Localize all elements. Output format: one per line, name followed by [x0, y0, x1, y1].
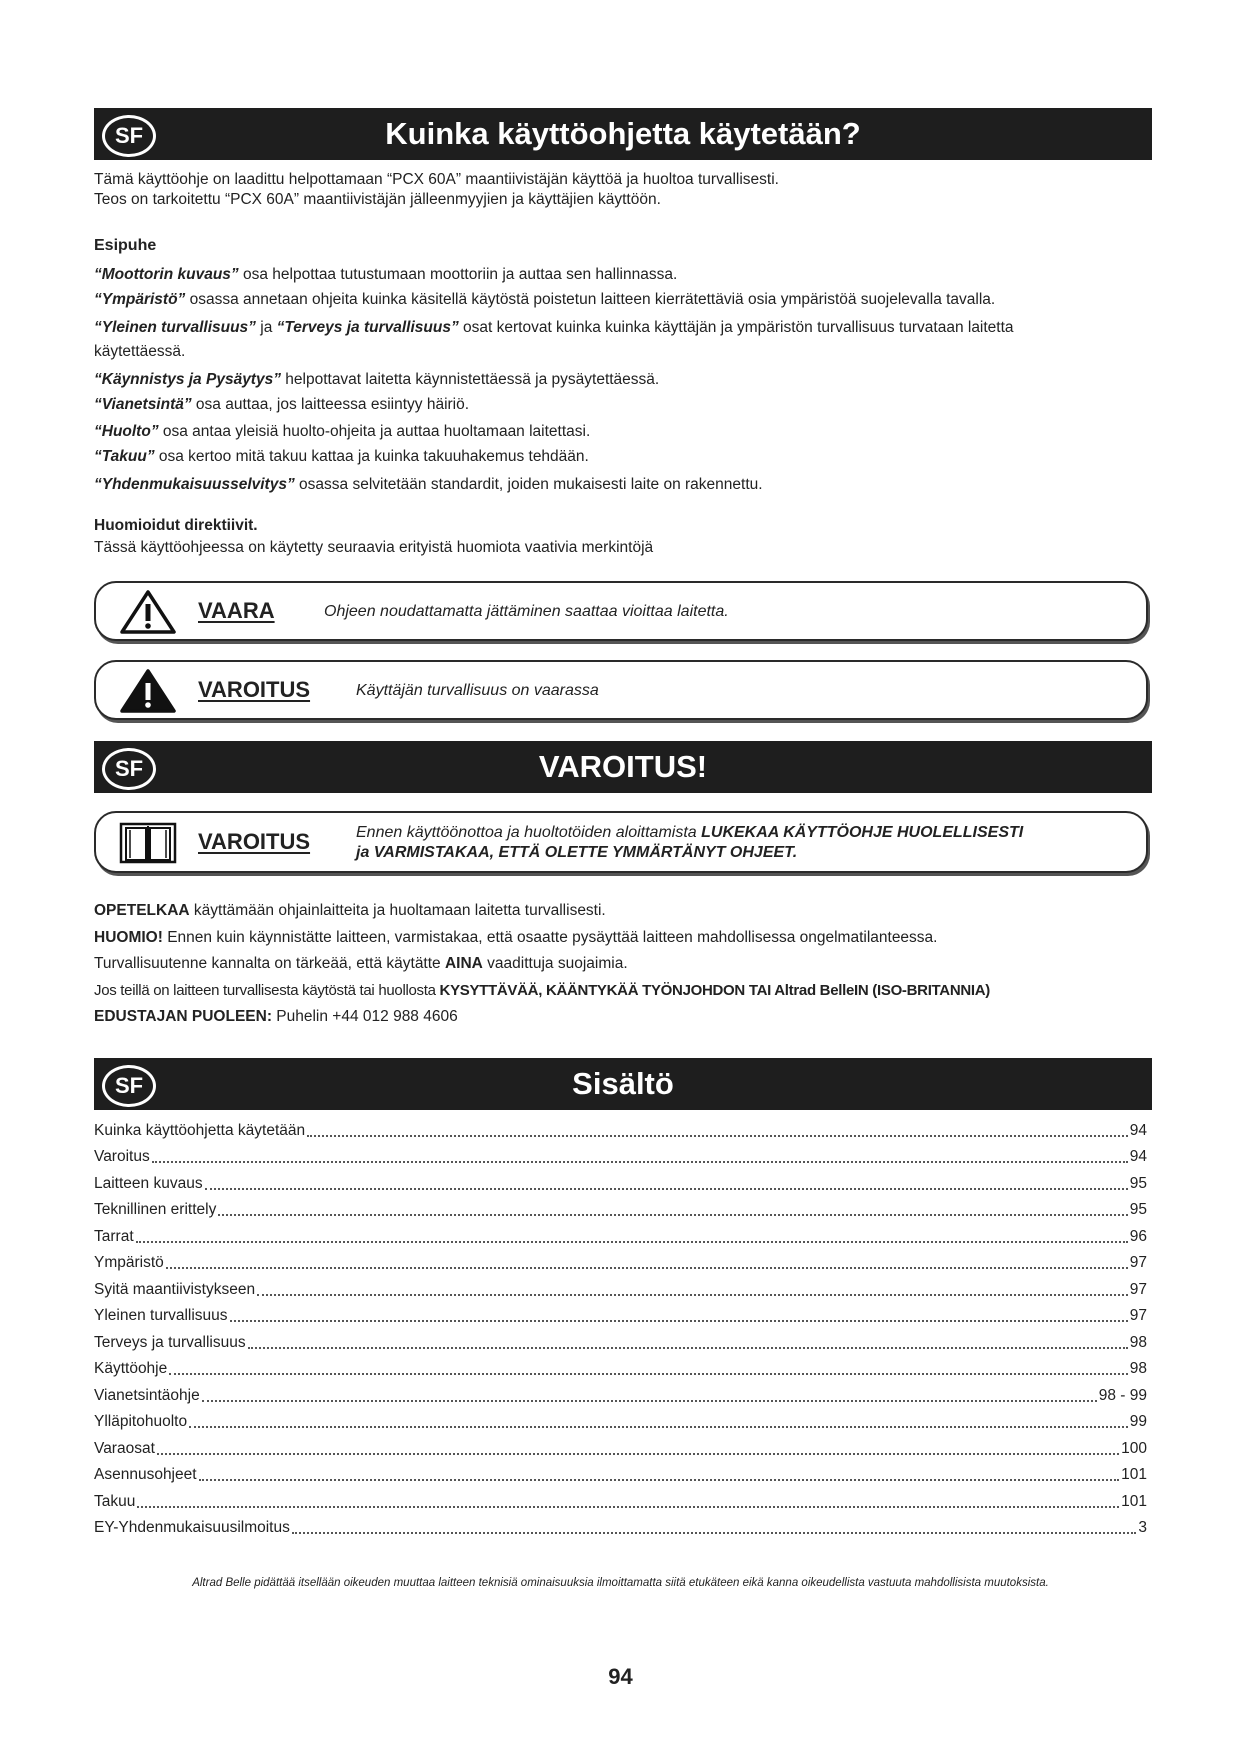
toc-entry[interactable]: EY-Yhdenmukaisuusilmoitus 3 [94, 1519, 1147, 1536]
page-number: 94 [608, 1664, 633, 1689]
section-banner-how-to [94, 108, 1152, 160]
toc-entry[interactable]: Takuu 101 [94, 1493, 1147, 1510]
toc-entry[interactable]: Asennusohjeet 101 [94, 1466, 1147, 1483]
warning-label: VAROITUS [198, 829, 311, 854]
toc-entry[interactable]: Varaosat 100 [94, 1440, 1147, 1457]
sf-badge: SF [102, 748, 156, 790]
book-icon [118, 820, 178, 866]
intro-line-1: Tämä käyttöohje on laadittu helpottamaan “PCX 60A” maantiivistäjän käyttöä ja huoltoa turvallisesti. [94, 171, 779, 188]
section-title: Sisältö [572, 1066, 674, 1101]
directives-heading: Huomioidut direktiivit. [94, 517, 258, 534]
preface-item: “Moottorin kuvaus” osa helpottaa tutustumaan moottoriin ja auttaa sen hallinnassa. [94, 266, 678, 283]
safety-line-1: OPETELKAA käyttämään ohjainlaitteita ja huoltamaan laitetta turvallisesti. [94, 902, 606, 919]
warning-message: Ohjeen noudattamatta jättäminen saattaa vioittaa laitetta. [324, 603, 729, 620]
warning-label: VAROITUS [198, 677, 311, 702]
warning-box-vaara [94, 581, 1148, 641]
preface-item: “Yleinen turvallisuus” ja “Terveys ja turvallisuus” osat kertovat kuinka kuinka käyttäjän ja ympäristön turvallisuus turvataan laitetta [94, 319, 1014, 336]
toc-entry[interactable]: Käyttöohje 98 [94, 1360, 1147, 1377]
preface-item: “Yhdenmukaisuusselvitys” osassa selvitetään standardit, joiden mukaisesti laite on rakennettu. [94, 476, 763, 493]
directives-text: Tässä käyttöohjeessa on käytetty seuraavia erityistä huomiota vaativia merkintöjä [94, 539, 654, 556]
toc-entry[interactable]: Terveys ja turvallisuus 98 [94, 1334, 1147, 1351]
toc-entry[interactable]: Teknillinen erittely 95 [94, 1201, 1147, 1218]
toc-entry[interactable]: Vianetsintäohje 98 - 99 [94, 1387, 1147, 1404]
sf-badge: SF [102, 1065, 156, 1107]
toc-entry[interactable]: Varoitus 94 [94, 1148, 1147, 1165]
toc-entry[interactable]: Laitteen kuvaus 95 [94, 1175, 1147, 1192]
preface-item: “Ympäristö” osassa annetaan ohjeita kuinka käsitellä käytöstä poistetun laitteen kierrätettäviä osia ympäristöä suojelevalla tavalla. [94, 291, 996, 308]
toc-entry[interactable]: Syitä maantiivistykseen 97 [94, 1281, 1147, 1298]
warning-box-varoitus [94, 660, 1148, 720]
intro-line-2: Teos on tarkoitettu “PCX 60A” maantiivistäjän jälleenmyyjien ja käyttäjien käyttöön. [94, 191, 661, 208]
warning-triangle-outline-icon [118, 589, 178, 635]
safety-line-3: Turvallisuutenne kannalta on tärkeää, että käytätte AINA vaadittuja suojaimia. [94, 955, 628, 972]
section-banner-contents [94, 1058, 1152, 1110]
toc-entry[interactable]: Yleinen turvallisuus 97 [94, 1307, 1147, 1324]
preface-item: “Käynnistys ja Pysäytys” helpottavat laitetta käynnistettäessä ja pysäytettäessä. [94, 371, 660, 388]
section-banner-warning [94, 741, 1152, 793]
section-title: Kuinka käyttöohjetta käytetään? [385, 116, 861, 151]
section-title: VAROITUS! [538, 749, 708, 784]
warning-message: Ennen käyttöönottoa ja huoltotöiden aloittamista LUKEKAA KÄYTTÖOHJE HUOLELLISESTI ja VARMISTAKAA, ETTÄ OLETTE YMMÄRTÄNYT OHJEET. [356, 824, 1024, 861]
footer-disclaimer: Altrad Belle pidättää itsellään oikeuden muuttaa laitteen teknisiä ominaisuuksia ilmoittamatta siitä etukäteen eikä kanna oikeudellista vastuuta mahdollisista muutoksista. [192, 1577, 1049, 1589]
preface-item: “Huolto” osa antaa yleisiä huolto-ohjeita ja auttaa huoltamaan laitettasi. [94, 423, 591, 440]
toc-entry[interactable]: Ylläpitohuolto 99 [94, 1413, 1147, 1430]
warning-message: Käyttäjän turvallisuus on vaarassa [356, 682, 599, 699]
preface-item: “Vianetsintä” osa auttaa, jos laitteessa esiintyy häiriö. [94, 396, 470, 413]
sf-badge: SF [102, 115, 156, 157]
warning-box-read-manual [94, 811, 1148, 873]
warning-triangle-filled-icon [118, 668, 178, 714]
safety-line-2: HUOMIO! Ennen kuin käynnistätte laitteen, varmistakaa, että osaatte pysäyttää laitteen mahdollisessa ongelmatilanteessa. [94, 929, 938, 946]
preface-item-continuation: käytettäessä. [94, 343, 186, 360]
warning-label: VAARA [198, 598, 275, 623]
toc-entry[interactable]: Ympäristö 97 [94, 1254, 1147, 1271]
safety-line-5: EDUSTAJAN PUOLEEN: Puhelin +44 012 988 4606 [94, 1008, 458, 1025]
safety-line-4: Jos teillä on laitteen turvallisesta käytöstä tai huollosta KYSYTTÄVÄÄ, KÄÄNTYKÄÄ TYÖNJOHDON TAI Altrad BelleIN (ISO-BRITANNIA) [94, 982, 991, 999]
preface-heading: Esipuhe [94, 237, 157, 254]
toc-entry[interactable]: Tarrat 96 [94, 1228, 1147, 1245]
toc-entry[interactable]: Kuinka käyttöohjetta käytetään 94 [94, 1122, 1147, 1139]
preface-item: “Takuu” osa kertoo mitä takuu kattaa ja kuinka takuuhakemus tehdään. [94, 448, 589, 465]
